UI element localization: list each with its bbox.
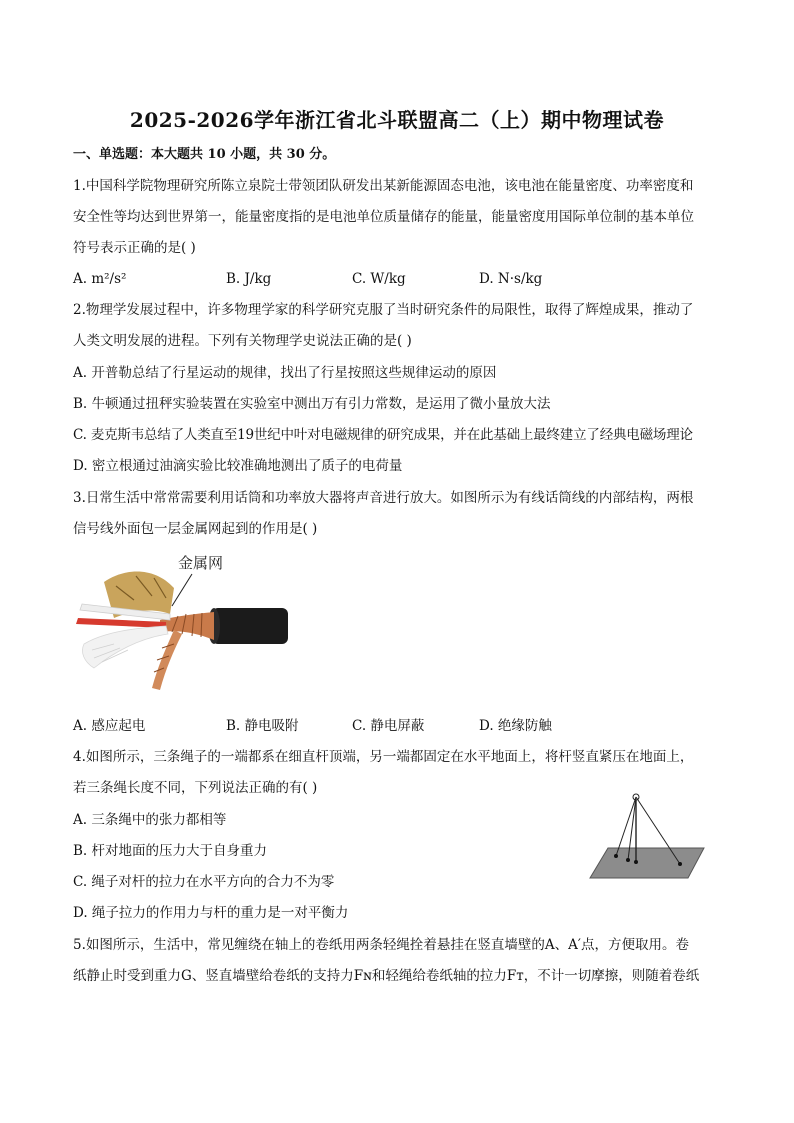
q1-option-c: C. W/kg bbox=[352, 271, 406, 287]
section-heading: 一、单选题：本大题共 10 小题，共 30 分。 bbox=[73, 147, 336, 162]
q5-line-2: 纸静止时受到重力G、竖直墙壁给卷纸的支持力Fɴ和轻绳给卷纸轴的拉力Fᴛ，不计一切摩擦，则随着卷纸 bbox=[73, 968, 700, 984]
figure-label-metal-mesh: 金属网 bbox=[178, 554, 224, 572]
q3-option-c: C. 静电屏蔽 bbox=[352, 718, 425, 734]
q4-option-c: C. 绳子对杆的拉力在水平方向的合力不为零 bbox=[73, 874, 335, 890]
q4-option-d: D. 绳子拉力的作用力与杆的重力是一对平衡力 bbox=[73, 905, 349, 921]
q4-line-1: 4.如图所示，三条绳子的一端都系在细直杆顶端，另一端都固定在水平地面上，将杆竖直紧压在地面上， bbox=[73, 749, 694, 765]
q3-option-d: D. 绝缘防触 bbox=[479, 718, 552, 734]
q2-option-a: A. 开普勒总结了行星运动的规律，找出了行星按照这些规律运动的原因 bbox=[73, 365, 497, 381]
cable-figure bbox=[74, 548, 294, 708]
q4-option-a: A. 三条绳中的张力都相等 bbox=[73, 812, 227, 828]
q2-option-b: B. 牛顿通过扭秤实验装置在实验室中测出万有引力常数，是运用了微小量放大法 bbox=[73, 396, 551, 412]
q1-line-3: 符号表示正确的是( ) bbox=[73, 240, 196, 256]
q1-line-2: 安全性等均达到世界第一，能量密度指的是电池单位质量储存的能量，能量密度用国际单位制的基本单位 bbox=[73, 209, 694, 225]
fiber-bundle bbox=[82, 626, 168, 668]
q5-line-1: 5.如图所示，生活中，常见缠绕在轴上的卷纸用两条轻绳拴着悬挂在竖直墙壁的A、A′点，方便取用。卷 bbox=[73, 937, 689, 953]
q3-option-b: B. 静电吸附 bbox=[226, 718, 299, 734]
q2-line-1: 2.物理学发展过程中，许多物理学家的科学研究克服了当时研究条件的局限性，取得了辉煌成果，推动了 bbox=[73, 302, 694, 318]
q1-option-a: A. m²/s² bbox=[73, 271, 127, 287]
page-title: 2025-2026学年浙江省北斗联盟高二（上）期中物理试卷 bbox=[129, 108, 665, 132]
pole-rope-figure bbox=[586, 790, 710, 882]
red-wire bbox=[76, 618, 166, 628]
rope-1 bbox=[616, 797, 636, 856]
q3-line-1: 3.日常生活中常常需要利用话筒和功率放大器将声音进行放大。如图所示为有线话筒线的内部结构，两根 bbox=[73, 490, 694, 506]
ground-plane bbox=[590, 848, 704, 878]
q1-line-1: 1.中国科学院物理研究所陈立泉院士带领团队研发出某新能源固态电池，该电池在能量密度、功率密度和 bbox=[73, 178, 694, 194]
q4-line-2: 若三条绳长度不同，下列说法正确的有( ) bbox=[73, 780, 318, 796]
q2-option-c: C. 麦克斯韦总结了人类直至19世纪中叶对电磁规律的研究成果，并在此基础上最终建立了经典电磁场理论 bbox=[73, 427, 693, 443]
q1-option-b: B. J/kg bbox=[226, 271, 272, 287]
label-pointer-line bbox=[172, 574, 192, 606]
black-jacket bbox=[212, 608, 288, 644]
copper-strand bbox=[152, 630, 182, 690]
q2-line-2: 人类文明发展的进程。下列有关物理学史说法正确的是( ) bbox=[73, 333, 412, 349]
q1-option-d: D. N·s/kg bbox=[479, 271, 543, 287]
q3-option-a: A. 感应起电 bbox=[73, 718, 146, 734]
q3-line-2: 信号线外面包一层金属网起到的作用是( ) bbox=[73, 521, 318, 537]
q4-option-b: B. 杆对地面的压力大于自身重力 bbox=[73, 843, 268, 859]
q2-option-d: D. 密立根通过油滴实验比较准确地测出了质子的电荷量 bbox=[73, 458, 403, 474]
